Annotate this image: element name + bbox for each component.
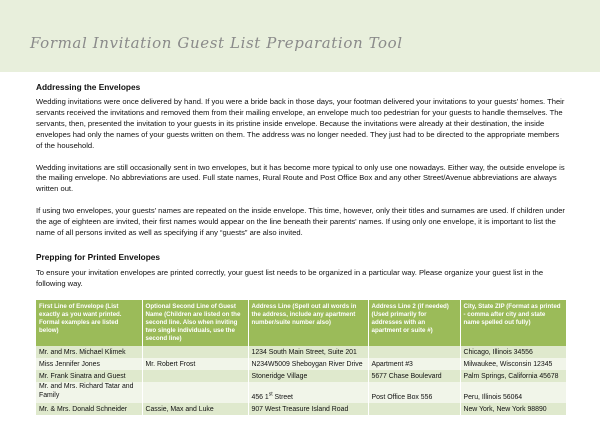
cell-second-line[interactable] (142, 370, 248, 382)
cell-city-state-zip[interactable]: Milwaukee, Wisconsin 12345 (460, 358, 566, 370)
paragraph-history: Wedding invitations were once delivered by hand. If you were a bride back in those days, your footman delivered your invitations to your guests' homes. Their servants received the invitations and removed them from their mailing envelope, an envelope much too pedestrian for your guests to handle themselves. The servants, then, presented the invitation to your guests in its pristine inside envelope. Because the invitations were already at their destination, the inside envelopes had only the names of your guests written on them. The address was no longer needed. They just had to be directed to the appropriate members of the household. (36, 97, 565, 150)
cell-address[interactable]: 907 West Treasure Island Road (248, 403, 368, 415)
address-street: Street (272, 393, 293, 401)
guest-list-table (36, 300, 567, 415)
heading-prepping: Prepping for Printed Envelopes (36, 251, 161, 262)
cell-address[interactable]: Stoneridge Village (248, 370, 368, 382)
cell-second-line[interactable] (142, 382, 248, 403)
cell-city-state-zip[interactable]: Peru, Illinois 56064 (460, 382, 566, 403)
table-row (36, 403, 566, 415)
table-row (36, 370, 566, 382)
cell-address[interactable]: 1234 South Main Street, Suite 201 (248, 346, 368, 358)
cell-first-line[interactable]: Mr. and Mrs. Michael Klimek (36, 346, 142, 358)
address-ordinal: st (268, 391, 273, 398)
cell-first-line[interactable]: Mr. Frank Sinatra and Guest (36, 370, 142, 382)
paragraph-prepping: To ensure your invitation envelopes are printed correctly, your guest list needs to be organized in a particular way. Please organize your guest list in the following way. (36, 267, 544, 288)
cell-second-line[interactable]: Cassie, Max and Luke (142, 403, 248, 415)
table-row (36, 358, 566, 370)
paragraph-envelopes: Wedding invitations are still occasionally sent in two envelopes, but it has become more typical to only use one nowadays. Either way, the outside envelope is the mailing envelope. No abbreviations are used. Full state names, Rural Route and Post Office Box and any other Street/Avenue abbreviations are always written out. (36, 162, 565, 194)
cell-address-2[interactable] (368, 346, 460, 358)
document-body (36, 82, 566, 415)
cell-city-state-zip[interactable]: Palm Springs, California 45678 (460, 370, 566, 382)
heading-addressing: Addressing the Envelopes (36, 82, 141, 92)
header-first-line: First Line of Envelope (List exactly as you want printed. Formal examples are listed below) (36, 300, 142, 346)
cell-address[interactable] (248, 382, 368, 403)
cell-first-line[interactable]: Miss Jennifer Jones (36, 358, 142, 370)
cell-second-line[interactable] (142, 346, 248, 358)
cell-address-2[interactable]: Apartment #3 (368, 358, 460, 370)
address-number: 456 1 (251, 393, 269, 401)
header-address-line: Address Line (Spell out all words in the address, include any apartment number/suite number also) (248, 300, 368, 346)
cell-address[interactable]: N234W5009 Sheboygan River Drive (248, 358, 368, 370)
table-header-row (36, 300, 566, 346)
cell-address-2[interactable] (368, 403, 460, 415)
header-city-state-zip: City, State ZIP (Format as printed - comma after city and state name spelled out fully) (460, 300, 566, 346)
cell-address-2[interactable]: Post Office Box 556 (368, 382, 460, 403)
cell-city-state-zip[interactable]: New York, New York 98890 (460, 403, 566, 415)
cell-first-line[interactable]: Mr. and Mrs. Richard Tatar and Family (36, 382, 142, 403)
cell-city-state-zip[interactable]: Chicago, Illinois 34556 (460, 346, 566, 358)
paragraph-two-envelopes: If using two envelopes, your guests' names are repeated on the inside envelope. This time, however, only their titles and surnames are used. If children under the age of eighteen are invited, their first names would appear on the line beneath their parents' names. If using only one envelope, it is important to list the name of all persons invited as well as specifying if any “guests” are also invited. (36, 206, 565, 238)
cell-address-2[interactable]: 5677 Chase Boulevard (368, 370, 460, 382)
header-address-line-2: Address Line 2 (if needed) (Used primarily for addresses with an apartment or suite #) (368, 300, 460, 346)
cell-first-line[interactable]: Mr. & Mrs. Donald Schneider (36, 403, 142, 415)
title-banner (0, 0, 600, 72)
document-title: Formal Invitation Guest List Preparation Tool (30, 34, 403, 52)
table-row (36, 382, 566, 403)
header-second-line: Optional Second Line of Guest Name (Children are listed on the second line. Also when inviting two single individuals, use the second line) (142, 300, 248, 346)
cell-second-line[interactable]: Mr. Robert Frost (142, 358, 248, 370)
table-row (36, 346, 566, 358)
